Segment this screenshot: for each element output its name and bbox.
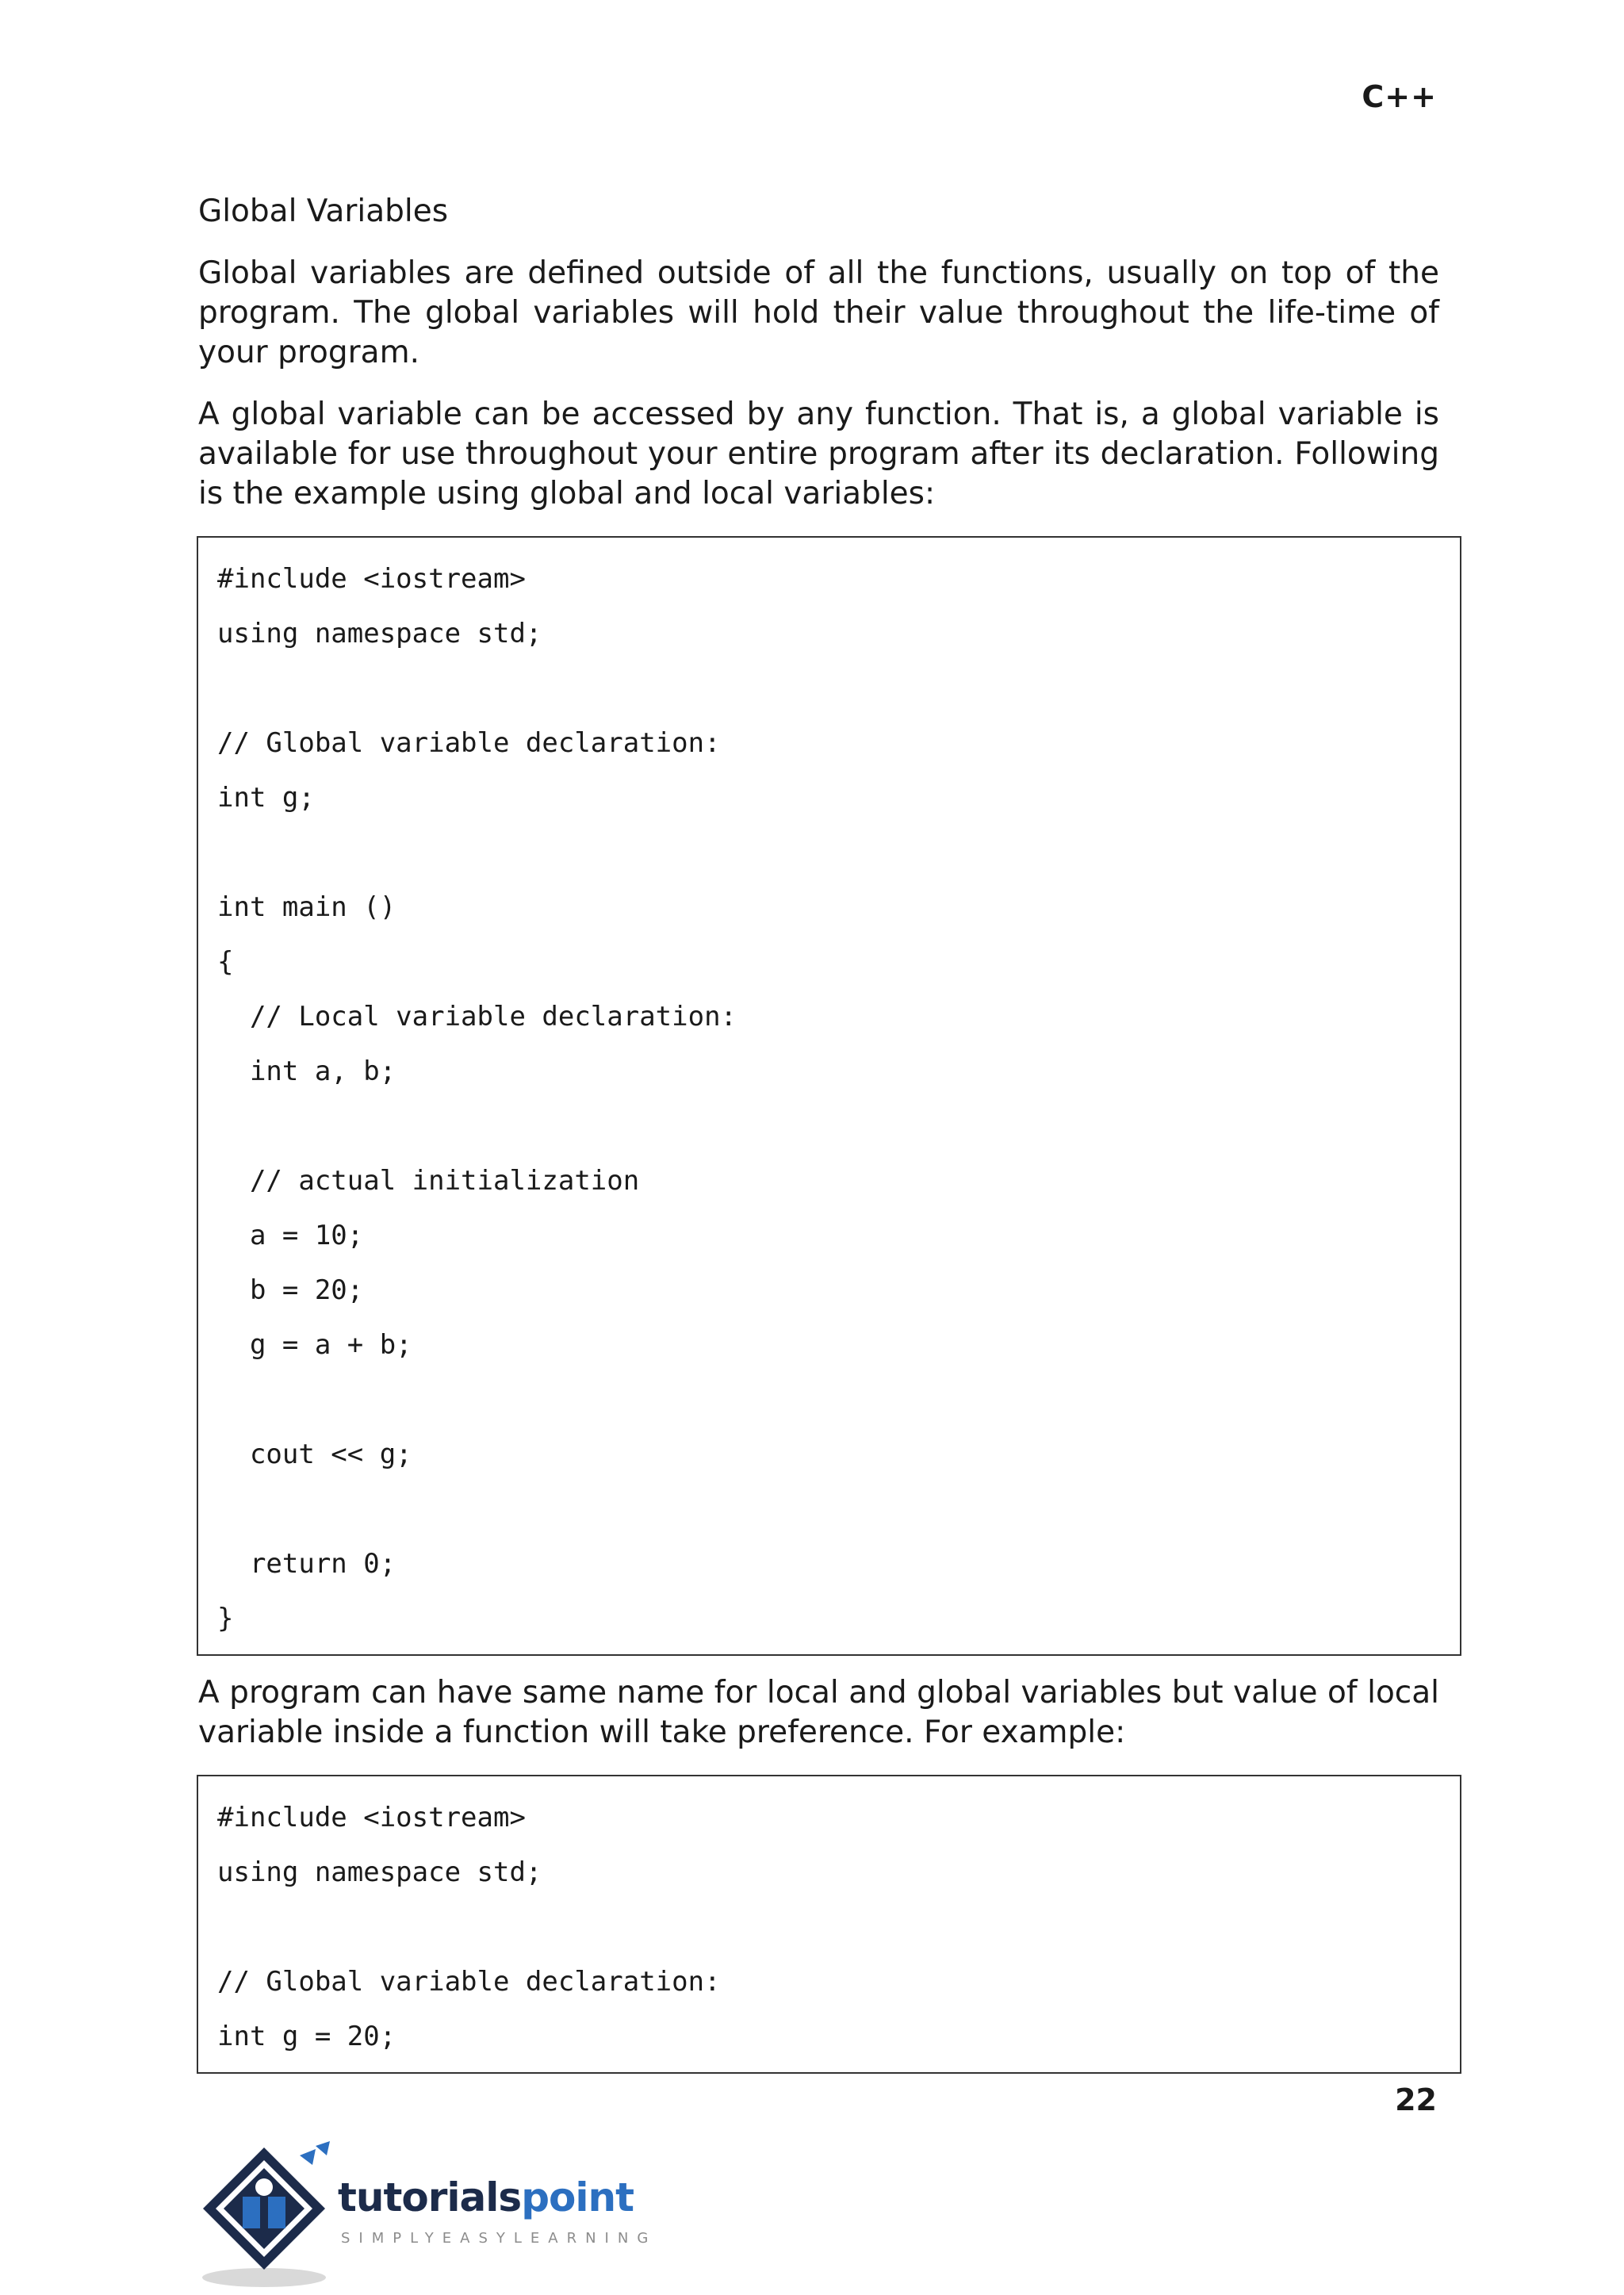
code-line: int g;: [217, 782, 315, 814]
code-line: [217, 1900, 1441, 1955]
paragraph-intro: Global variables are defined outside of all the functions, usually on top of the program. The global variables will hold their value throughout the life-time of your program.: [198, 255, 1439, 370]
document-header-title: C++: [1362, 79, 1437, 114]
code-line: return 0;: [217, 1548, 396, 1580]
code-line: // actual initialization: [217, 1165, 640, 1197]
logo-emblem-icon: [197, 2141, 339, 2292]
page-content: [198, 192, 1439, 2091]
code-line: using namespace std;: [217, 1856, 542, 1888]
tutorialspoint-logo: [197, 2141, 688, 2292]
code-line: // Global variable declaration:: [217, 1966, 721, 1998]
code-line: #include <iostream>: [217, 1802, 526, 1833]
section-heading: Global Variables: [198, 193, 449, 229]
code-line: a = 10;: [217, 1220, 364, 1251]
paragraph-access: A global variable can be accessed by any function. That is, a global variable is available for use throughout your entire program after its declaration. Following is the example using global and local variables:: [198, 397, 1439, 511]
code-block-global-local: [197, 536, 1461, 1656]
code-line: g = a + b;: [217, 1329, 412, 1361]
code-line: // Local variable declaration:: [217, 1001, 737, 1033]
code-line: b = 20;: [217, 1274, 364, 1306]
paragraph-precedence: A program can have same name for local and global variables but value of local variable inside a function will take preference. For example:: [198, 1675, 1439, 1750]
code-line: [217, 661, 1441, 716]
code-block-global-init: [197, 1775, 1461, 2074]
code-line: [217, 1099, 1441, 1154]
code-line: [217, 826, 1441, 880]
code-line: // Global variable declaration:: [217, 727, 721, 759]
logo-tagline: SIMPLYEASYLEARNING: [341, 2230, 657, 2247]
page-number: 22: [1395, 2082, 1437, 2117]
code-line: int a, b;: [217, 1056, 396, 1087]
code-line: [217, 1373, 1441, 1427]
code-line: }: [217, 1603, 234, 1634]
logo-wordmark: [338, 2174, 634, 2220]
code-line: #include <iostream>: [217, 563, 526, 595]
logo-word-tutorials: tutorials: [338, 2174, 522, 2220]
logo-word-point: point: [521, 2174, 634, 2220]
code-line: int g = 20;: [217, 2021, 396, 2052]
code-line: cout << g;: [217, 1439, 412, 1470]
code-line: {: [217, 946, 234, 978]
code-line: int main (): [217, 891, 396, 923]
code-line: [217, 1482, 1441, 1537]
code-line: using namespace std;: [217, 618, 542, 649]
